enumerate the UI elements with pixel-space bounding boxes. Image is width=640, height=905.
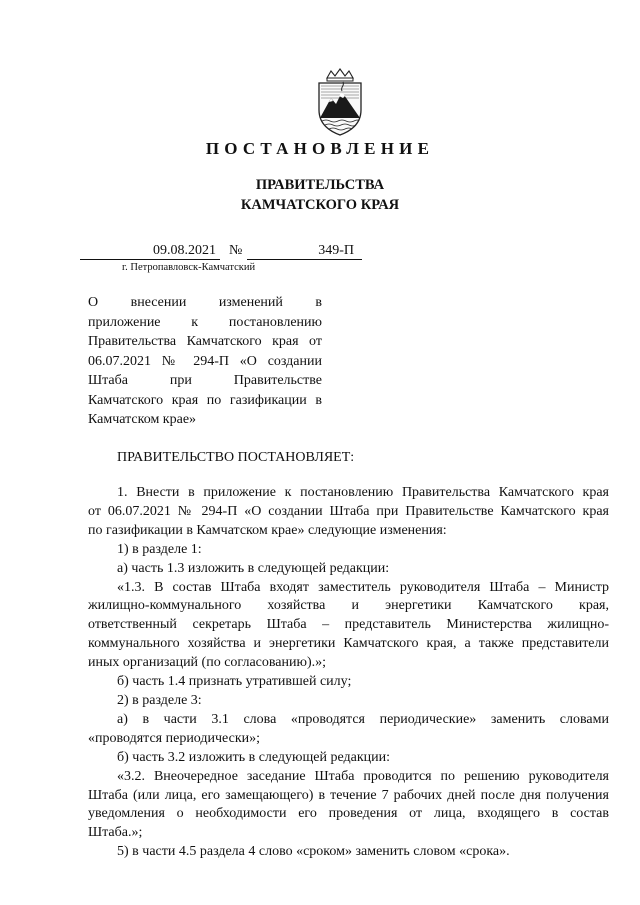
body-line: б) часть 1.4 признать утратившей силу;: [117, 674, 352, 690]
subject-line: Камчатском крае»: [88, 412, 197, 427]
document-subject: [88, 293, 322, 430]
body-line: 1) в разделе 1:: [117, 541, 202, 557]
body-line: от 06.07.2021 № 294-П «О создании Штаба при Правительстве Камчатского края: [88, 503, 609, 519]
subject-line: О внесении изменений в: [88, 295, 322, 310]
document-date: 09.08.2021: [153, 243, 216, 258]
coat-of-arms-emblem: [309, 68, 371, 136]
body-line: Штаба (или лица, его замещающего) в течение 7 рабочих дней после дня получения: [88, 787, 609, 803]
document-number: 349-П: [318, 243, 354, 258]
issuer-line-1: ПРАВИТЕЛЬСТВА: [255, 177, 385, 193]
body-line: «1.3. В состав Штаба входят заместитель руководителя Штаба – Министр: [117, 579, 609, 595]
body-line: а) часть 1.3 изложить в следующей редакции:: [117, 560, 390, 576]
body-line: жилищно-коммунального хозяйства и энергетики Камчатского края,: [88, 598, 609, 614]
body-line: ответственный секретарь Штаба – представитель Министерства жилищно-: [88, 617, 609, 633]
body-line: 5) в части 4.5 раздела 4 слово «сроком» заменить словом «срока».: [117, 844, 510, 860]
body-line: иных организаций (по согласованию).»;: [88, 655, 326, 671]
body-line: «3.2. Внеочередное заседание Штаба проводится по решению руководителя: [117, 768, 609, 784]
body-line: б) часть 3.2 изложить в следующей редакции:: [117, 749, 391, 765]
subject-line: Камчатского края по газификации в: [88, 392, 322, 408]
subject-line: Штаба при Правительстве: [88, 373, 322, 388]
body-line: коммунального хозяйства и энергетики Камчатского края, а также представители: [88, 636, 609, 652]
document-number-field: [247, 242, 362, 260]
body-line: «проводятся периодически»;: [88, 730, 261, 746]
number-sign: №: [229, 243, 243, 258]
issuer-line-2: КАМЧАТСКОГО КРАЯ: [240, 197, 400, 213]
subject-line: 06.07.2021 № 294-П «О создании: [88, 353, 322, 369]
body-line: 1. Внести в приложение к постановлению Правительства Камчатского края: [117, 485, 609, 500]
subject-line: приложение к постановлению: [88, 314, 322, 330]
document-body: [88, 484, 609, 862]
document-title: ПОСТАНОВЛЕНИЕ: [205, 139, 435, 158]
body-line: а) в части 3.1 слова «проводятся периодические» заменить словами: [117, 711, 609, 727]
body-line: уведомления о необходимости его проведения от лица, входящего в состав: [88, 806, 609, 822]
body-line: по газификации в Камчатском крае» следующие изменения:: [88, 522, 447, 538]
preamble: ПРАВИТЕЛЬСТВО ПОСТАНОВЛЯЕТ:: [117, 450, 355, 465]
document-date-field: [80, 242, 220, 260]
document-city: г. Петропавловск-Камчатский: [122, 262, 256, 273]
subject-line: Правительства Камчатского края от: [88, 334, 322, 349]
body-line: Штаба.»;: [88, 825, 143, 841]
body-line: 2) в разделе 3:: [117, 692, 202, 708]
